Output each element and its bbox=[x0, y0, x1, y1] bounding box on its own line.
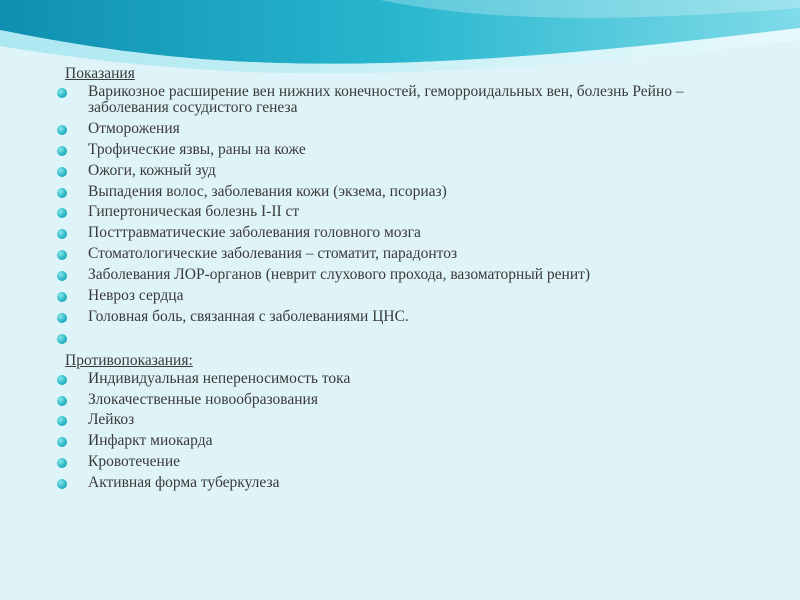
bullet-icon bbox=[57, 229, 67, 239]
list-item: Посттравматические заболевания головного мозга bbox=[57, 225, 757, 241]
list-item: Стоматологические заболевания – стоматит, парадонтоз bbox=[57, 246, 757, 262]
list-item: Гипертоническая болезнь I-II ст bbox=[57, 204, 757, 220]
list-item: Отморожения bbox=[57, 121, 757, 137]
list-item: Невроз сердца bbox=[57, 288, 757, 304]
bullet-icon bbox=[57, 271, 67, 281]
list-item: Инфаркт миокарда bbox=[57, 433, 757, 449]
bullet-icon bbox=[57, 458, 67, 468]
bullet-icon bbox=[57, 167, 67, 177]
list-item: Индивидуальная непереносимость тока bbox=[57, 371, 757, 387]
bullet-icon bbox=[57, 188, 67, 198]
bullet-icon bbox=[57, 396, 67, 406]
list-item: Заболевания ЛОР-органов (неврит слухового прохода, вазоматорный ренит) bbox=[57, 267, 757, 283]
content-area bbox=[57, 64, 757, 496]
list-item: Варикозное расширение вен нижних конечностей, геморроидальных вен, болезнь Рейно – заболевания сосудистого генеза bbox=[57, 84, 757, 116]
bullet-icon bbox=[57, 125, 67, 135]
bullet-icon bbox=[57, 208, 67, 218]
list-item-empty bbox=[57, 330, 757, 346]
list-item: Активная форма туберкулеза bbox=[57, 475, 757, 491]
indications-heading: Показания bbox=[65, 65, 135, 82]
bullet-icon bbox=[57, 437, 67, 447]
list-item: Ожоги, кожный зуд bbox=[57, 163, 757, 179]
bullet-icon bbox=[57, 88, 67, 98]
bullet-icon bbox=[57, 479, 67, 489]
list-item: Кровотечение bbox=[57, 454, 757, 470]
bullet-icon bbox=[57, 334, 67, 344]
list-item: Злокачественные новообразования bbox=[57, 392, 757, 408]
bullet-icon bbox=[57, 250, 67, 260]
contraindications-heading: Противопоказания: bbox=[65, 351, 193, 369]
bullet-icon bbox=[57, 416, 67, 426]
contraindications-list bbox=[57, 371, 757, 491]
list-item: Выпадения волос, заболевания кожи (экзема, псориаз) bbox=[57, 184, 757, 200]
bullet-icon bbox=[57, 146, 67, 156]
list-item: Лейкоз bbox=[57, 412, 757, 428]
bullet-icon bbox=[57, 313, 67, 323]
list-item: Головная боль, связанная с заболеваниями ЦНС. bbox=[57, 309, 757, 325]
list-item: Трофические язвы, раны на коже bbox=[57, 142, 757, 158]
bullet-icon bbox=[57, 375, 67, 385]
bullet-icon bbox=[57, 292, 67, 302]
indications-list bbox=[57, 84, 757, 346]
